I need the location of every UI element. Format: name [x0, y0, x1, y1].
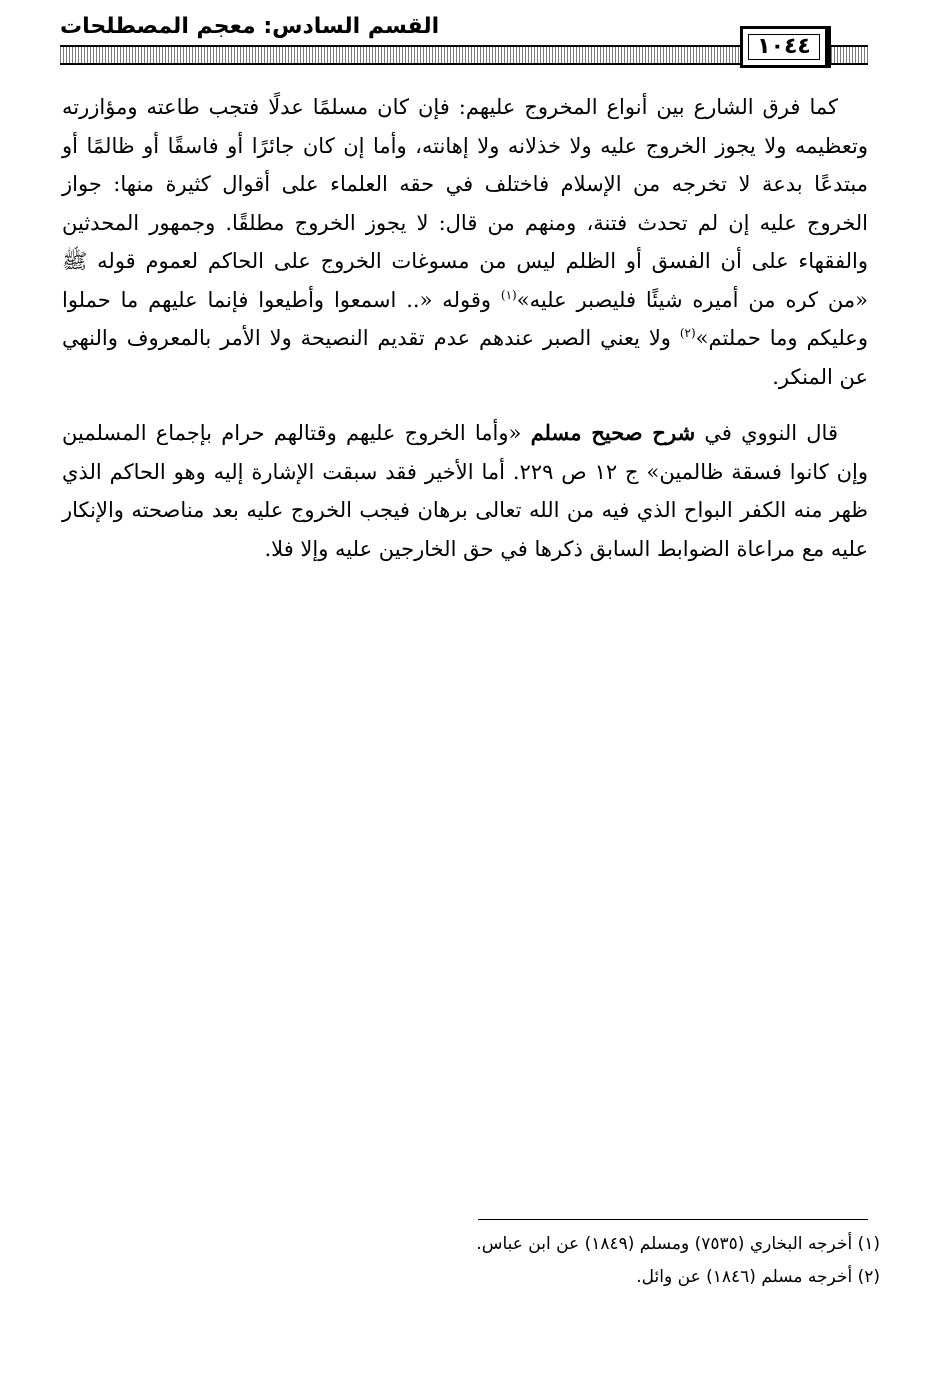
footnote-2: (٢) أخرجه مسلم (١٨٤٦) عن وائل.: [636, 1267, 880, 1287]
main-text: [62, 88, 868, 568]
paragraph-1-text-a: كما فرق الشارع بين أنواع المخروج عليهم: فإن كان مسلمًا عدلًا فتجب طاعته ومؤازرته وتعظيمه ولا يجوز الخروج عليه ولا خذلانه ولا إهانته، وأما إن كان جائرًا أو فاسقًا أو ظالمًا أو مبتدعًا بدعة لا تخرجه من الإسلام فاختلف في حقه العلماء على أقوال كثيرة منها: جواز الخروج عليه إن لم تحدث فتنة، ومنهم من قال: لا يجوز الخروج مطلقًا. وجمهور المحدثين والفقهاء على أن الفسق أو الظلم ليس من مسوغات الخروج على الحاكم لعموم قوله ﷺ «من كره من أميره شيئًا فليصبر عليه»: [62, 95, 868, 312]
book-title-reference: شرح صحيح مسلم: [530, 420, 696, 445]
paragraph-2: [62, 414, 868, 568]
paragraph-1-text-c: ولا يعني الصبر عندهم عدم تقديم النصيحة ولا الأمر بالمعروف والنهي عن المنكر.: [62, 326, 868, 389]
footnote-ref-1: (١): [500, 287, 517, 302]
paragraph-1: [62, 88, 868, 396]
paragraph-2-text-b: «وأما الخروج عليهم وقتالهم حرام بإجماع المسلمين وإن كانوا فسقة ظالمين» ج ١٢ ص ٢٢٩. أما الأخير فقد سبقت الإشارة إليه وهو الحاكم الذي ظهر منه الكفر البواح الذي فيه من الله تعالى برهان فيجب الخروج عليه بعد مناصحته والإنكار عليه مع مراعاة الضوابط السابق ذكرها في حق الخارجين عليه وإلا فلا.: [62, 421, 868, 561]
footnote-separator: [478, 1219, 868, 1220]
footnote-1: (١) أخرجه البخاري (٧٥٣٥) ومسلم (١٨٤٩) عن ابن عباس.: [476, 1234, 880, 1254]
page-number-box: ١٠٤٤: [740, 26, 828, 68]
footnotes: [200, 1228, 880, 1294]
footnote-ref-2: (٢): [679, 326, 696, 340]
paragraph-2-text-a: قال النووي في: [695, 421, 838, 445]
page-header-title: القسم السادس: معجم المصطلحات: [60, 14, 440, 39]
paragraph-1-text-b: وقوله «.. اسمعوا وأطيعوا فإنما عليهم ما حملوا وعليكم وما حملتم»: [62, 287, 868, 350]
